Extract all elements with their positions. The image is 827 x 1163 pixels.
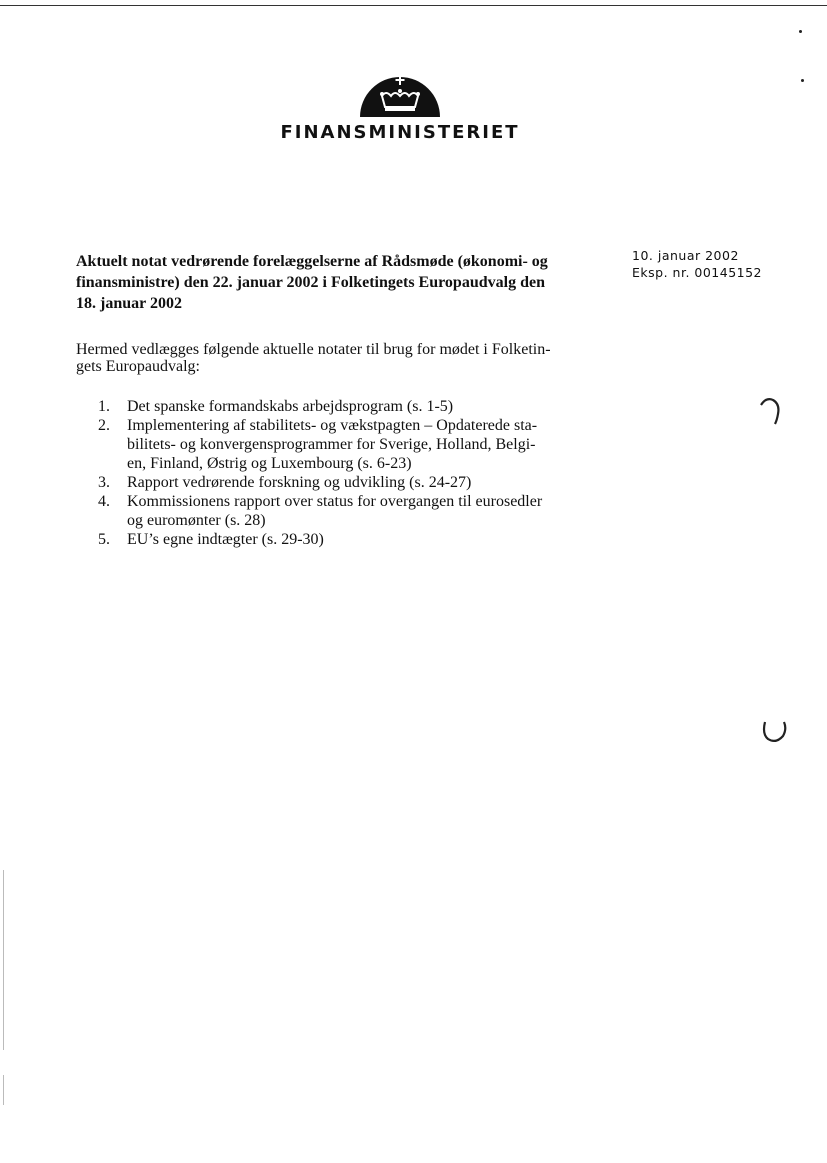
document-meta [632, 247, 762, 281]
item-number: 1. [98, 398, 110, 415]
item-text-line: og euromønter (s. 28) [127, 512, 266, 529]
title-line: Aktuelt notat vedrørende forelæggelserne af Rådsmøde (økonomi- og [76, 253, 548, 270]
list-item [98, 397, 578, 416]
item-text-line: Det spanske formandskabs arbejdsprogram (s. 1-5) [127, 398, 454, 415]
intro-line: Hermed vedlægges følgende aktuelle notater til brug for mødet i Folketin- [76, 341, 551, 358]
list-item [98, 492, 578, 530]
intro-paragraph [76, 341, 576, 375]
item-text-line: EU’s egne indtægter (s. 29-30) [127, 531, 324, 548]
item-number: 2. [98, 417, 110, 434]
intro-line: gets Europaudvalg: [76, 358, 200, 375]
title-line: finansministre) den 22. januar 2002 i Folketingets Europaudvalg den [76, 274, 545, 291]
item-text-line: bilitets- og konvergensprogrammer for Sverige, Holland, Belgi- [127, 436, 536, 453]
scan-speck [801, 79, 804, 82]
item-text-line: Kommissionens rapport over status for overgangen til eurosedler [127, 493, 543, 510]
title-line: 18. januar 2002 [76, 295, 182, 312]
item-text-line: Rapport vedrørende forskning og udvikling (s. 24-27) [127, 474, 472, 491]
list-item [98, 530, 578, 549]
punch-hole-icon [760, 718, 790, 744]
item-text-line: en, Finland, Østrig og Luxembourg (s. 6-23) [127, 455, 412, 472]
punch-hole-icon [758, 396, 784, 426]
top-border-line [0, 5, 827, 6]
attachment-list [98, 397, 578, 549]
left-scan-edge-lower [3, 1075, 4, 1105]
item-text-line: Implementering af stabilitets- og vækstpagten – Opdaterede sta- [127, 417, 538, 434]
scan-speck [799, 30, 802, 33]
crown-crest-icon [358, 74, 442, 118]
reference-number: Eksp. nr. 00145152 [632, 265, 763, 280]
item-number: 5. [98, 531, 110, 548]
item-number: 3. [98, 474, 110, 491]
ministry-name: FINANSMINISTERIET [280, 122, 520, 143]
document-date: 10. januar 2002 [632, 248, 739, 263]
item-number: 4. [98, 493, 110, 510]
list-item [98, 473, 578, 492]
left-scan-edge [3, 870, 4, 1050]
list-item [98, 416, 578, 473]
document-title [76, 251, 576, 314]
